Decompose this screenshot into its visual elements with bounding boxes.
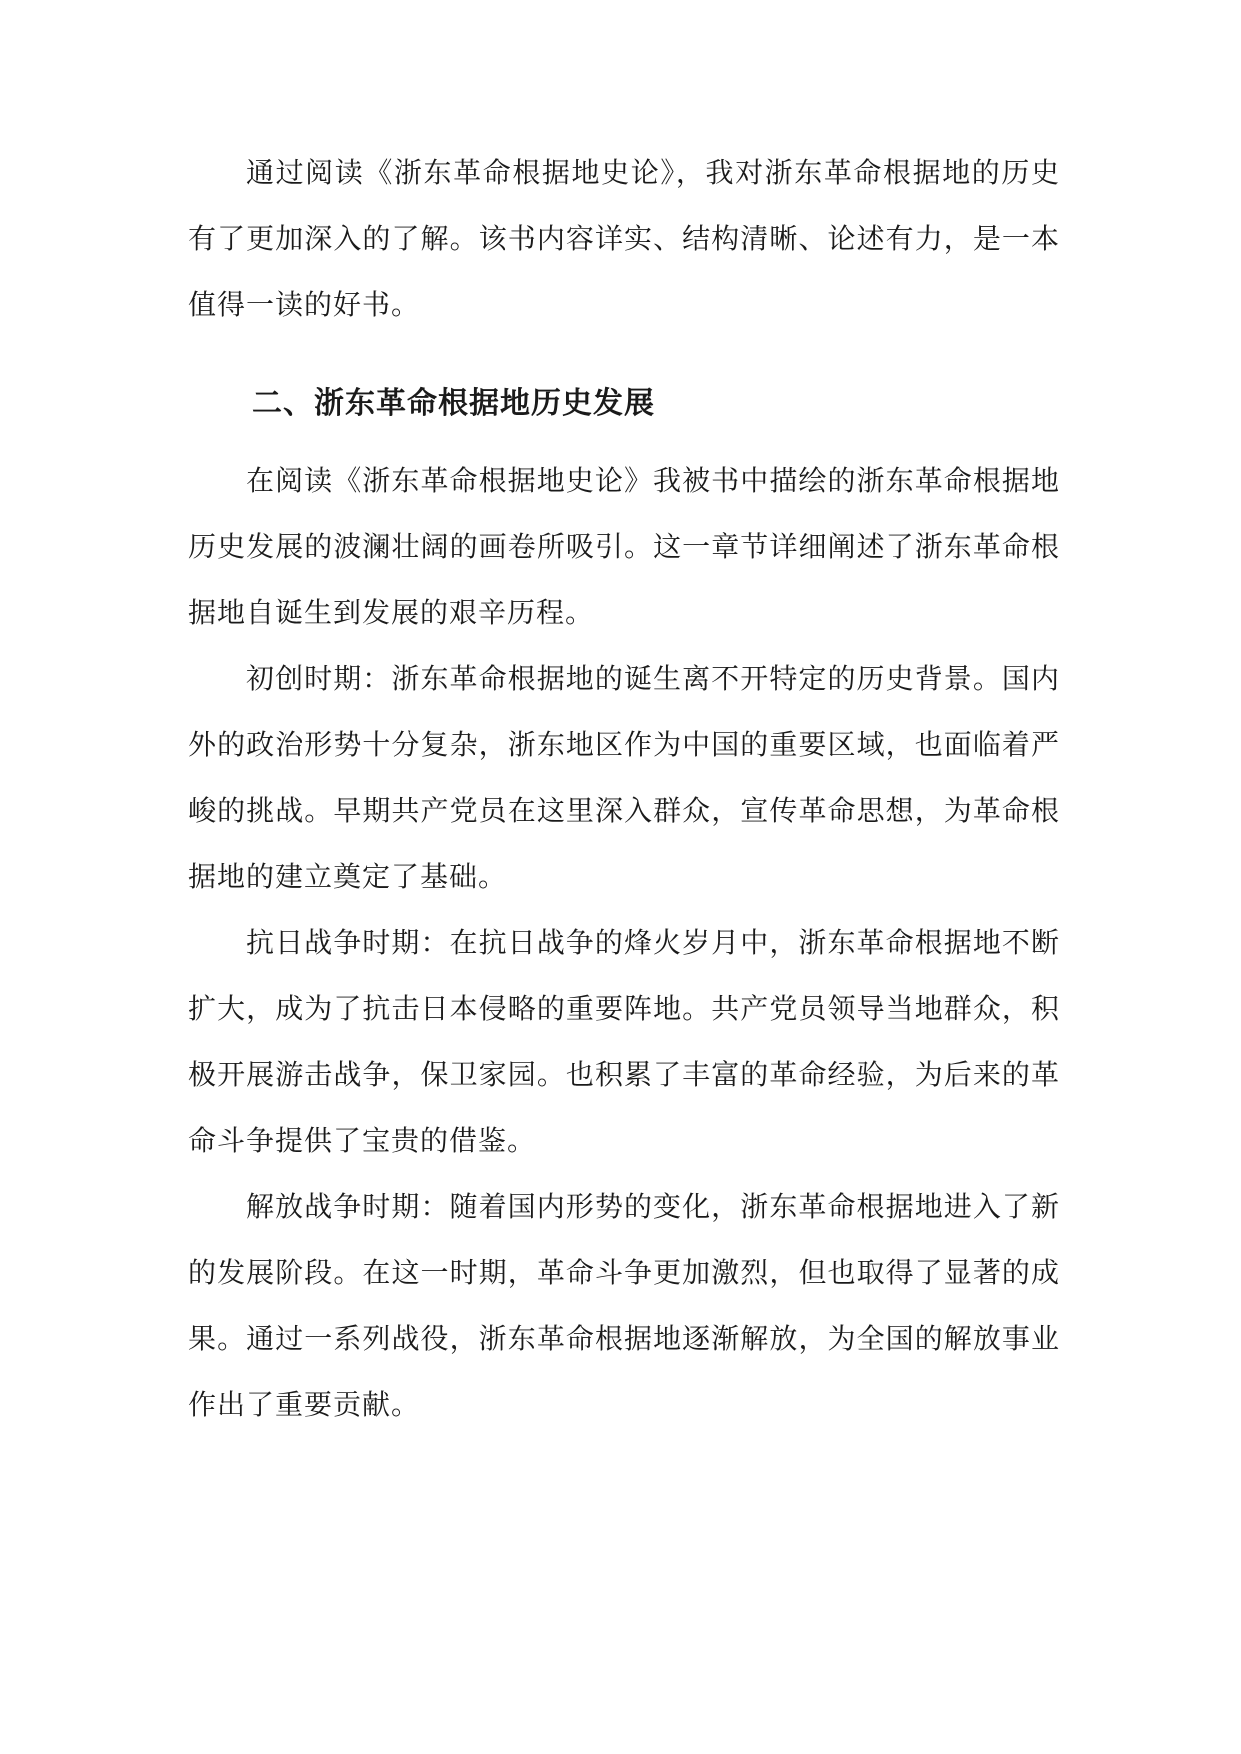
intro-paragraph: 通过阅读《浙东革命根据地史论》，我对浙东革命根据地的历史有了更加深入的了解。该书内容详实、结构清晰、论述有力，是一本值得一读的好书。 <box>188 156 1060 321</box>
document-body <box>188 140 1060 1438</box>
paragraph-overview: 在阅读《浙东革命根据地史论》我被书中描绘的浙东革命根据地历史发展的波澜壮阔的画卷所吸引。这一章节详细阐述了浙东革命根据地自诞生到发展的艰辛历程。 <box>188 464 1060 629</box>
section-heading: 二、浙东革命根据地历史发展 <box>252 386 655 421</box>
paragraph-liberation-war-period: 解放战争时期：随着国内形势的变化，浙东革命根据地进入了新的发展阶段。在这一时期，革命斗争更加激烈，但也取得了显著的成果。通过一系列战役，浙东革命根据地逐渐解放，为全国的解放事业作出了重要贡献。 <box>188 1190 1060 1421</box>
paragraph-anti-japanese-war-period: 抗日战争时期：在抗日战争的烽火岁月中，浙东革命根据地不断扩大，成为了抗击日本侵略的重要阵地。共产党员领导当地群众，积极开展游击战争，保卫家园。也积累了丰富的革命经验，为后来的革命斗争提供了宝贵的借鉴。 <box>188 926 1060 1157</box>
paragraph-founding-period: 初创时期：浙东革命根据地的诞生离不开特定的历史背景。国内外的政治形势十分复杂，浙东地区作为中国的重要区域，也面临着严峻的挑战。早期共产党员在这里深入群众，宣传革命思想，为革命根据地的建立奠定了基础。 <box>188 662 1060 893</box>
